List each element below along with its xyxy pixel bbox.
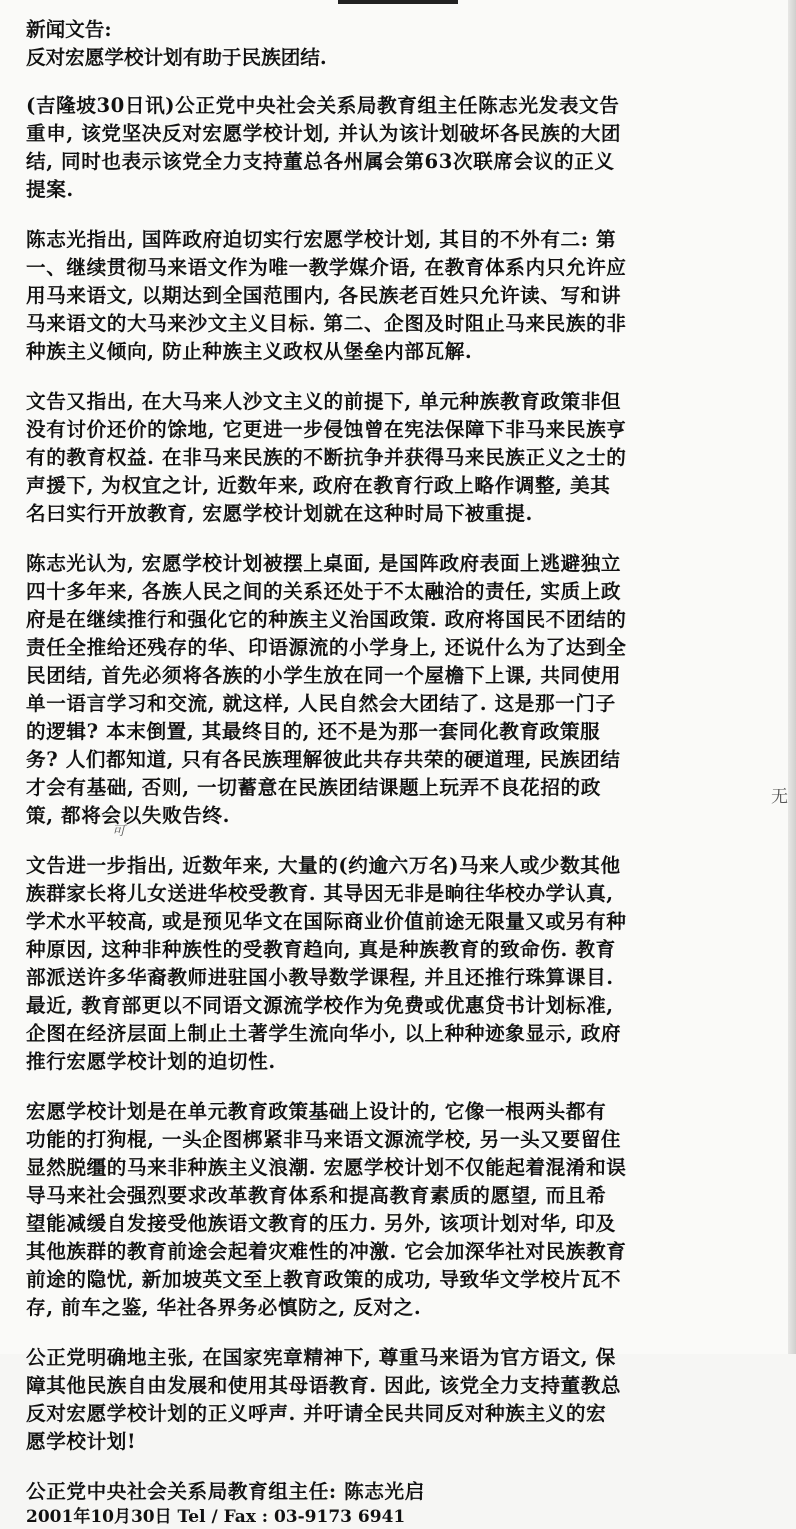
paragraph-line: 最近, 教育部更以不同语文源流学校作为免费或优惠贷书计划标准, xyxy=(26,994,614,1017)
paragraph-line: 学术水平较高, 或是预见华文在国际商业价值前途无限量又或另有种 xyxy=(26,910,627,933)
paragraph-line: 马来语文的大马来沙文主义目标. 第二、企图及时阻止马来民族的非 xyxy=(26,312,627,335)
signature-date-contact: 2001年10月30日 Tel / Fax : 03-9173 6941 xyxy=(26,1507,406,1527)
paragraph-line: 导马来社会强烈要求改革教育体系和提高教育素质的愿望, 而且希 xyxy=(26,1184,607,1207)
paragraph-line: 文告进一步指出, 近数年来, 大量的(约逾六万名)马来人或少数其他 xyxy=(26,854,621,877)
paragraph-line: 重申, 该党坚决反对宏愿学校计划, 并认为该计划破坏各民族的大团 xyxy=(26,122,622,145)
paragraph-line: (吉隆坡30日讯)公正党中央社会关系局教育组主任陈志光发表文告 xyxy=(26,94,620,117)
paragraph-line: 四十多年来, 各族人民之间的关系还处于不太融洽的责任, 实质上政 xyxy=(26,580,622,603)
release-body xyxy=(26,92,774,1456)
paragraph xyxy=(26,550,774,830)
paragraph-line: 用马来语文, 以期达到全国范围内, 各民族老百姓只允许读、写和讲 xyxy=(26,284,622,307)
paragraph-line: 存, 前车之鉴, 华社各界务必慎防之, 反对之. xyxy=(26,1296,422,1319)
paragraph-line: 才会有基础, 否则, 一切蓄意在民族团结课题上玩弄不良花招的政 xyxy=(26,776,601,799)
paragraph-line: 愿学校计划! xyxy=(26,1430,137,1453)
paragraph-line: 望能减缓自发接受他族语文教育的压力. 另外, 该项计划对华, 印及 xyxy=(26,1212,616,1235)
paragraph-line: 陈志光认为, 宏愿学校计划被摆上桌面, 是国阵政府表面上逃避独立 xyxy=(26,552,622,575)
paragraph-line: 民团结, 首先必须将各族的小学生放在同一个屋檐下上课, 共同使用 xyxy=(26,664,622,687)
paragraph-line: 的逻辑? 本末倒置, 其最终目的, 还不是为那一套同化教育政策服 xyxy=(26,720,601,743)
paragraph-line: 文告又指出, 在大马来人沙文主义的前提下, 单元种族教育政策非但 xyxy=(26,390,622,413)
paragraph-line: 企图在经济层面上制止土著学生流向华小, 以上种种迹象显示, 政府 xyxy=(26,1022,622,1045)
paragraph-line: 单一语言学习和交流, 就这样, 人民自然会大团结了. 这是那一门子 xyxy=(26,692,616,715)
paragraph-line: 策, 都将会以失败告终. xyxy=(26,804,231,827)
paragraph-line: 其他族群的教育前途会起着灾难性的冲激. 它会加深华社对民族教育 xyxy=(26,1240,627,1263)
paragraph-line: 府是在继续推行和强化它的种族主义治国政策. 政府将国民不团结的 xyxy=(26,608,627,631)
paragraph xyxy=(26,1344,774,1456)
paragraph-line: 障其他民族自由发展和使用其母语教育. 因此, 该党全力支持董教总 xyxy=(26,1374,622,1397)
paragraph-line: 功能的打狗棍, 一头企图梆紧非马来语文源流学校, 另一头又要留住 xyxy=(26,1128,622,1151)
release-label: 新闻文告: xyxy=(26,18,112,41)
top-rule xyxy=(338,0,458,4)
paragraph-line: 种族主义倾向, 防止种族主义政权从堡垒内部瓦解. xyxy=(26,340,473,363)
paragraph-line: 责任全推给还残存的华、印语源流的小学身上, 还说什么为了达到全 xyxy=(26,636,627,659)
paragraph-line: 公正党明确地主张, 在国家宪章精神下, 尊重马来语为官方语文, 保 xyxy=(26,1346,616,1369)
paragraph-line: 一、继续贯彻马来语文作为唯一教学媒介语, 在教育体系内只允许应 xyxy=(26,256,627,279)
paragraph-line: 陈志光指出, 国阵政府迫切实行宏愿学校计划, 其目的不外有二: 第 xyxy=(26,228,617,251)
paragraph-line: 提案. xyxy=(26,178,74,201)
paragraph-line: 声援下, 为权宜之计, 近数年来, 政府在教育行政上略作调整, 美其 xyxy=(26,474,611,497)
paragraph-line: 族群家长将儿女送进华校受教育. 其导因无非是晌往华校办学认真, xyxy=(26,882,614,905)
paragraph-line: 反对宏愿学校计划的正义呼声. 并吁请全民共同反对种族主义的宏 xyxy=(26,1402,607,1425)
paragraph-line: 有的教育权益. 在非马来民族的不断抗争并获得马来民族正义之士的 xyxy=(26,446,627,469)
page-edge-shadow xyxy=(788,0,796,1354)
paragraph-line: 显然脱缰的马来非种族主义浪潮. 宏愿学校计划不仅能起着混淆和误 xyxy=(26,1156,627,1179)
paragraph-line: 推行宏愿学校计划的迫切性. xyxy=(26,1050,276,1073)
paragraph-line: 名曰实行开放教育, 宏愿学校计划就在这种时局下被重提. xyxy=(26,502,533,525)
paragraph xyxy=(26,852,774,1076)
paragraph-line: 结, 同时也表示该党全力支持董总各州属会第63次联席会议的正义 xyxy=(26,150,615,173)
paragraph-line: 前途的隐忧, 新加坡英文至上教育政策的成功, 导致华文学校片瓦不 xyxy=(26,1268,622,1291)
paragraph-line: 种原因, 这种非种族性的受教育趋向, 真是种族教育的致命伤. 教育 xyxy=(26,938,616,961)
paragraph xyxy=(26,226,774,366)
margin-annotation: 无 xyxy=(771,787,788,807)
paragraph-line: 部派送许多华裔教师进驻国小教导数学课程, 并且还推行珠算课目. xyxy=(26,966,614,989)
press-release xyxy=(26,16,774,1529)
paragraph-line: 宏愿学校计划是在单元教育政策基础上设计的, 它像一根两头都有 xyxy=(26,1100,607,1123)
release-headline: 反对宏愿学校计划有助于民族团结. xyxy=(26,46,327,69)
signature-title: 公正党中央社会关系局教育组主任: 陈志光启 xyxy=(26,1480,425,1503)
paragraph xyxy=(26,92,774,204)
paragraph xyxy=(26,388,774,528)
paragraph-line: 务? 人们都知道, 只有各民族理解彼此共存共荣的硬道理, 民族团结 xyxy=(26,748,621,771)
paragraph-line: 没有讨价还价的馀地, 它更进一步侵蚀曾在宪法保障下非马来民族亨 xyxy=(26,418,627,441)
handwritten-mark: 可 xyxy=(112,824,126,839)
paragraph xyxy=(26,1098,774,1322)
signature-block xyxy=(26,1478,774,1529)
